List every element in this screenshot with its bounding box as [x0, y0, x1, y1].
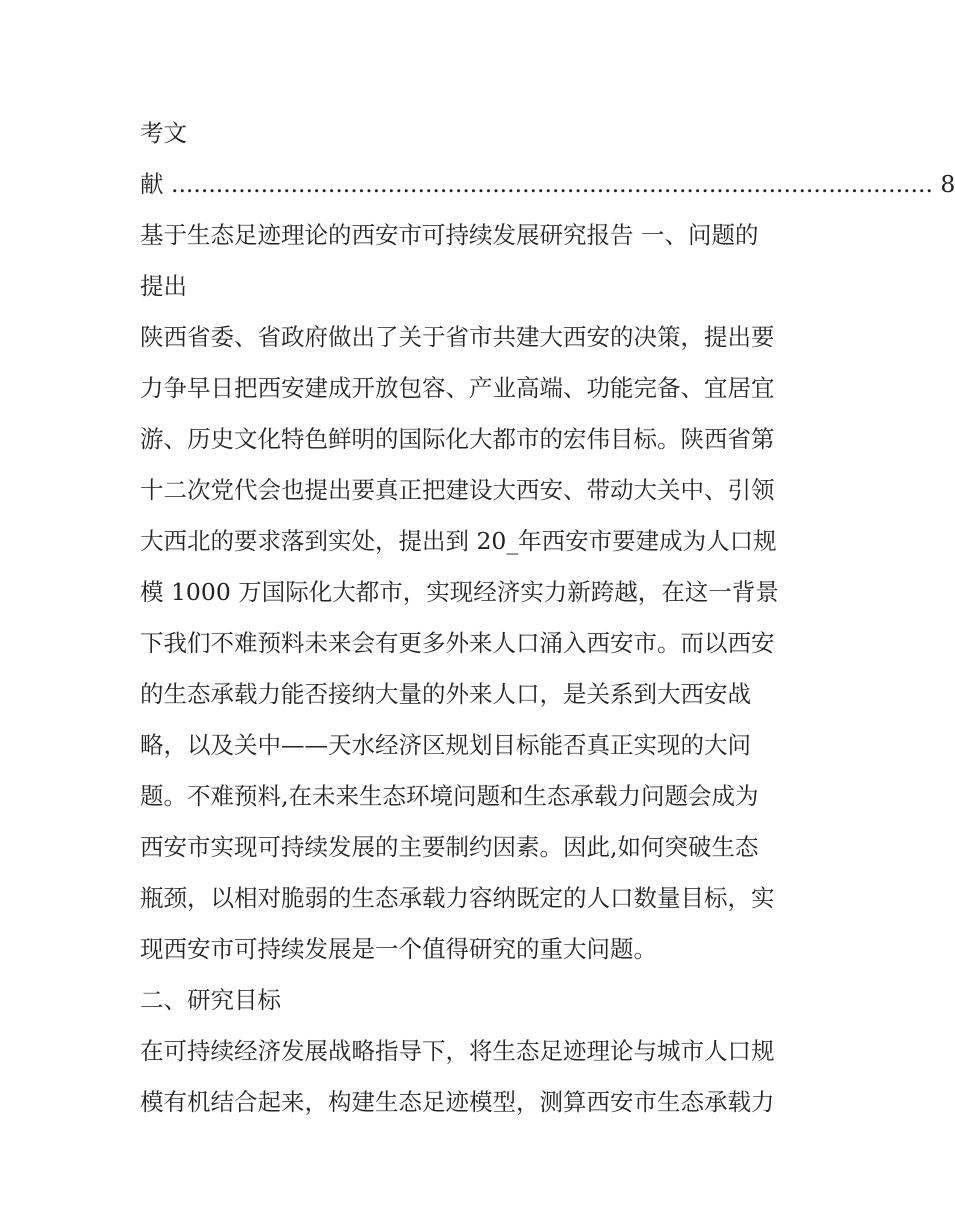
paragraph-line: 现西安市可持续发展是一个值得研究的重大问题。 [140, 935, 657, 963]
toc-entry-fragment: 考文 [140, 119, 187, 147]
toc-entry-text: 献 [140, 170, 164, 198]
paragraph-line: 模有机结合起来，构建生态足迹模型，测算西安市生态承载力 [140, 1088, 775, 1116]
paragraph-line: 大西北的要求落到实处，提出到 20_年西安市要建成为人口规 [140, 527, 777, 555]
paragraph-line: 略，以及关中——天水经济区规划目标能否真正实现的大问 [140, 731, 751, 759]
paragraph-line: 瓶颈，以相对脆弱的生态承载力容纳既定的人口数量目标，实 [140, 884, 775, 912]
toc-leader-dots: ...................................................................................................... [170, 170, 933, 198]
paragraph-line: 的生态承载力能否接纳大量的外来人口，是关系到大西安战 [140, 680, 751, 708]
paragraph-line: 题。不难预料,在未来生态环境问题和生态承载力问题会成为 [140, 782, 759, 810]
paragraph-line: 力争早日把西安建成开放包容、产业高端、功能完备、宜居宜 [140, 374, 775, 402]
paragraph-line: 游、历史文化特色鲜明的国际化大都市的宏伟目标。陕西省第 [140, 425, 775, 453]
toc-page-number: 8 [940, 170, 955, 198]
report-title-line: 基于生态足迹理论的西安市可持续发展研究报告 一、问题的 [140, 221, 759, 249]
section-heading: 二、研究目标 [140, 986, 281, 1014]
paragraph-line: 模 1000 万国际化大都市，实现经济实力新跨越，在这一背景 [140, 578, 779, 606]
document-body [140, 108, 955, 1128]
paragraph-line: 西安市实现可持续发展的主要制约因素。因此,如何突破生态 [140, 833, 759, 861]
paragraph-line: 下我们不难预料未来会有更多外来人口涌入西安市。而以西安 [140, 629, 775, 657]
paragraph-line: 十二次党代会也提出要真正把建设大西安、带动大关中、引领 [140, 476, 775, 504]
paragraph-line: 陕西省委、省政府做出了关于省市共建大西安的决策，提出要 [140, 323, 775, 351]
report-title-line: 提出 [140, 272, 187, 300]
paragraph-line: 在可持续经济发展战略指导下，将生态足迹理论与城市人口规 [140, 1037, 775, 1065]
toc-entry-references [140, 159, 955, 210]
